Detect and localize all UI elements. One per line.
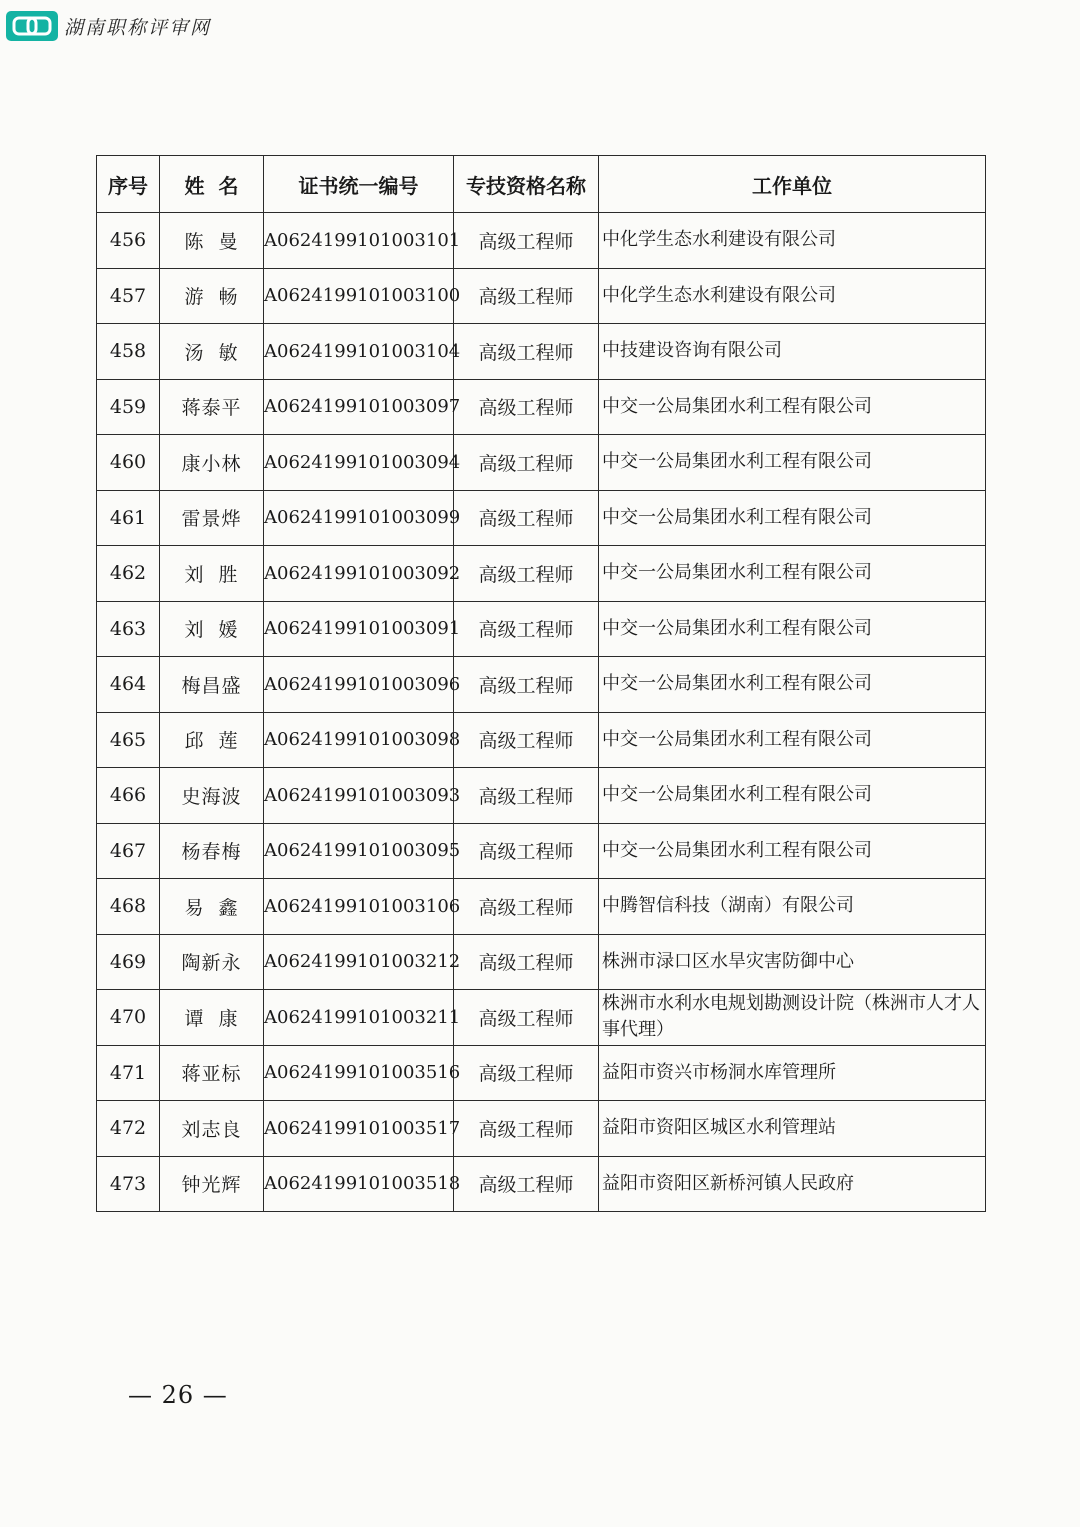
row-qualification: 高级工程师 xyxy=(454,490,599,546)
row-name: 刘志良 xyxy=(160,1101,264,1157)
row-number: 457 xyxy=(97,268,160,324)
row-work-unit: 株洲市渌口区水旱灾害防御中心 xyxy=(599,934,986,990)
row-work-unit: 株洲市水利水电规划勘测设计院（株洲市人才人事代理） xyxy=(599,990,986,1046)
row-number: 465 xyxy=(97,712,160,768)
table-row xyxy=(97,712,986,768)
row-number: 456 xyxy=(97,213,160,269)
row-work-unit: 中交一公局集团水利工程有限公司 xyxy=(599,379,986,435)
row-qualification: 高级工程师 xyxy=(454,768,599,824)
row-name: 康小林 xyxy=(160,435,264,491)
row-cert-number: A0624199101003098 xyxy=(264,712,454,768)
row-qualification: 高级工程师 xyxy=(454,823,599,879)
row-number: 470 xyxy=(97,990,160,1046)
table-row xyxy=(97,324,986,380)
row-name: 杨春梅 xyxy=(160,823,264,879)
row-work-unit: 中化学生态水利建设有限公司 xyxy=(599,268,986,324)
row-name: 谭 康 xyxy=(160,990,264,1046)
row-qualification: 高级工程师 xyxy=(454,601,599,657)
row-cert-number: A0624199101003096 xyxy=(264,657,454,713)
row-qualification: 高级工程师 xyxy=(454,712,599,768)
table-row xyxy=(97,934,986,990)
row-work-unit: 中腾智信科技（湖南）有限公司 xyxy=(599,879,986,935)
table-row xyxy=(97,768,986,824)
header-name: 姓 名 xyxy=(160,156,264,213)
table-row xyxy=(97,823,986,879)
page-number: — 26 — xyxy=(128,1381,228,1409)
row-cert-number: A0624199101003517 xyxy=(264,1101,454,1157)
row-work-unit: 中化学生态水利建设有限公司 xyxy=(599,213,986,269)
row-qualification: 高级工程师 xyxy=(454,1045,599,1101)
row-qualification: 高级工程师 xyxy=(454,657,599,713)
site-name: 湖南职称评审网 xyxy=(64,16,212,39)
row-work-unit: 益阳市资阳区城区水利管理站 xyxy=(599,1101,986,1157)
table-row xyxy=(97,1156,986,1212)
row-work-unit: 中交一公局集团水利工程有限公司 xyxy=(599,490,986,546)
row-work-unit: 中交一公局集团水利工程有限公司 xyxy=(599,768,986,824)
row-name: 刘 媛 xyxy=(160,601,264,657)
row-name: 陶新永 xyxy=(160,934,264,990)
row-name: 蒋泰平 xyxy=(160,379,264,435)
table-row xyxy=(97,268,986,324)
row-qualification: 高级工程师 xyxy=(454,379,599,435)
row-number: 467 xyxy=(97,823,160,879)
row-work-unit: 中技建设咨询有限公司 xyxy=(599,324,986,380)
row-name: 钟光辉 xyxy=(160,1156,264,1212)
row-name: 刘 胜 xyxy=(160,546,264,602)
row-number: 459 xyxy=(97,379,160,435)
row-cert-number: A0624199101003101 xyxy=(264,213,454,269)
row-cert-number: A0624199101003212 xyxy=(264,934,454,990)
row-name: 梅昌盛 xyxy=(160,657,264,713)
row-cert-number: A0624199101003094 xyxy=(264,435,454,491)
row-work-unit: 中交一公局集团水利工程有限公司 xyxy=(599,601,986,657)
table-row xyxy=(97,490,986,546)
row-cert-number: A0624199101003100 xyxy=(264,268,454,324)
row-number: 458 xyxy=(97,324,160,380)
header-title: 专技资格名称 xyxy=(454,156,599,213)
table-row xyxy=(97,435,986,491)
row-work-unit: 中交一公局集团水利工程有限公司 xyxy=(599,546,986,602)
row-cert-number: A0624199101003104 xyxy=(264,324,454,380)
table-row xyxy=(97,379,986,435)
row-qualification: 高级工程师 xyxy=(454,1156,599,1212)
row-number: 473 xyxy=(97,1156,160,1212)
row-qualification: 高级工程师 xyxy=(454,213,599,269)
row-number: 462 xyxy=(97,546,160,602)
certificate-table xyxy=(96,155,986,1212)
row-number: 461 xyxy=(97,490,160,546)
table-row xyxy=(97,657,986,713)
row-name: 汤 敏 xyxy=(160,324,264,380)
row-cert-number: A0624199101003091 xyxy=(264,601,454,657)
site-brand[interactable] xyxy=(6,8,211,44)
table-row xyxy=(97,1101,986,1157)
link-icon xyxy=(6,11,58,41)
table-row xyxy=(97,601,986,657)
row-number: 472 xyxy=(97,1101,160,1157)
row-cert-number: A0624199101003211 xyxy=(264,990,454,1046)
row-qualification: 高级工程师 xyxy=(454,268,599,324)
row-qualification: 高级工程师 xyxy=(454,324,599,380)
row-cert-number: A0624199101003092 xyxy=(264,546,454,602)
row-qualification: 高级工程师 xyxy=(454,435,599,491)
table-row xyxy=(97,990,986,1046)
table-row xyxy=(97,1045,986,1101)
row-number: 471 xyxy=(97,1045,160,1101)
row-cert-number: A0624199101003106 xyxy=(264,879,454,935)
row-number: 464 xyxy=(97,657,160,713)
row-work-unit: 益阳市资兴市杨洞水库管理所 xyxy=(599,1045,986,1101)
header-cert: 证书统一编号 xyxy=(264,156,454,213)
row-name: 雷景烨 xyxy=(160,490,264,546)
row-name: 易 鑫 xyxy=(160,879,264,935)
row-number: 460 xyxy=(97,435,160,491)
header-unit: 工作单位 xyxy=(599,156,986,213)
row-number: 466 xyxy=(97,768,160,824)
row-number: 469 xyxy=(97,934,160,990)
row-work-unit: 中交一公局集团水利工程有限公司 xyxy=(599,435,986,491)
row-name: 蒋亚标 xyxy=(160,1045,264,1101)
row-name: 游 畅 xyxy=(160,268,264,324)
row-work-unit: 中交一公局集团水利工程有限公司 xyxy=(599,657,986,713)
row-number: 463 xyxy=(97,601,160,657)
row-cert-number: A0624199101003518 xyxy=(264,1156,454,1212)
table-row xyxy=(97,213,986,269)
row-name: 邱 莲 xyxy=(160,712,264,768)
row-work-unit: 中交一公局集团水利工程有限公司 xyxy=(599,712,986,768)
row-work-unit: 益阳市资阳区新桥河镇人民政府 xyxy=(599,1156,986,1212)
table-header-row xyxy=(97,156,986,213)
table-row xyxy=(97,546,986,602)
row-qualification: 高级工程师 xyxy=(454,1101,599,1157)
row-qualification: 高级工程师 xyxy=(454,990,599,1046)
row-qualification: 高级工程师 xyxy=(454,879,599,935)
row-qualification: 高级工程师 xyxy=(454,934,599,990)
row-name: 史海波 xyxy=(160,768,264,824)
row-number: 468 xyxy=(97,879,160,935)
table-row xyxy=(97,879,986,935)
row-cert-number: A0624199101003093 xyxy=(264,768,454,824)
row-cert-number: A0624199101003097 xyxy=(264,379,454,435)
row-name: 陈 曼 xyxy=(160,213,264,269)
row-cert-number: A0624199101003516 xyxy=(264,1045,454,1101)
row-cert-number: A0624199101003095 xyxy=(264,823,454,879)
row-cert-number: A0624199101003099 xyxy=(264,490,454,546)
header-no: 序号 xyxy=(97,156,160,213)
row-work-unit: 中交一公局集团水利工程有限公司 xyxy=(599,823,986,879)
row-qualification: 高级工程师 xyxy=(454,546,599,602)
